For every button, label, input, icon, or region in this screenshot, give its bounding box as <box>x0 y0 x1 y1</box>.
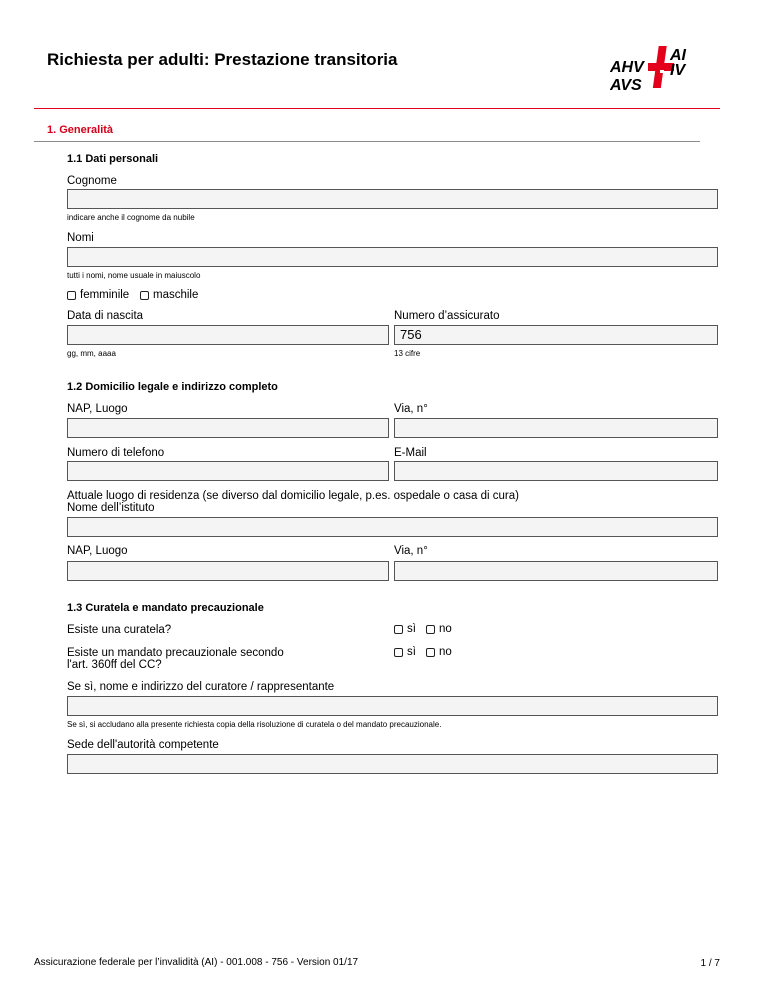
street-label: Via, n° <box>394 403 428 415</box>
sex-female-option[interactable] <box>67 289 129 301</box>
residence-label: Attuale luogo di residenza (se diverso dal domicilio legale, p.es. ospedale o casa di cura) <box>67 490 519 502</box>
mandate-yes-option[interactable] <box>394 646 416 658</box>
curatorship-no-option[interactable] <box>426 623 452 635</box>
postcode-city-2-input[interactable] <box>67 561 389 581</box>
mandate-no-option[interactable] <box>426 646 452 658</box>
phone-input[interactable] <box>67 461 389 481</box>
male-checkbox[interactable] <box>140 291 149 300</box>
institute-name-input[interactable] <box>67 517 718 537</box>
no-label: no <box>439 646 452 658</box>
subsection-1-2-title: 1.2 Domicilio legale e indirizzo completo <box>67 381 278 393</box>
postcode-city-2-label: NAP, Luogo <box>67 545 128 557</box>
mandate-yes-checkbox[interactable] <box>394 648 403 657</box>
mandate-question-line1: Esiste un mandato precauzionale secondo <box>67 647 284 659</box>
street-2-input[interactable] <box>394 561 718 581</box>
birth-date-label: Data di nascita <box>67 310 144 322</box>
section-1-divider <box>34 141 700 142</box>
phone-label: Numero di telefono <box>67 447 165 459</box>
ahv-avs-ai-iv-logo <box>610 44 696 94</box>
street-2-label: Via, n° <box>394 545 428 557</box>
subsection-1-1-title: 1.1 Dati personali <box>67 153 159 165</box>
curator-hint: Se sì, si accludano alla presente richiesta copia della risoluzione di curatela o del mandato precauzionale. <box>67 720 442 729</box>
yes-label: sì <box>407 623 416 635</box>
surname-input[interactable] <box>67 189 718 209</box>
authority-label: Sede dell'autorità competente <box>67 739 219 751</box>
postcode-city-input[interactable] <box>67 418 389 438</box>
male-label: maschile <box>153 289 199 301</box>
mandate-no-checkbox[interactable] <box>426 648 435 657</box>
header-divider <box>34 108 720 109</box>
curatorship-no-checkbox[interactable] <box>426 625 435 634</box>
female-label: femminile <box>80 289 130 301</box>
email-label: E-Mail <box>394 447 427 459</box>
curator-input[interactable] <box>67 696 718 716</box>
surname-hint: indicare anche il cognome da nubile <box>67 213 195 222</box>
authority-input[interactable] <box>67 754 718 774</box>
street-input[interactable] <box>394 418 718 438</box>
logo-avs-text: AVS <box>610 77 642 94</box>
sex-male-option[interactable] <box>140 289 198 301</box>
page-number: 1 / 7 <box>700 958 720 969</box>
first-names-hint: tutti i nomi, nome usuale in maiuscolo <box>67 271 201 280</box>
first-names-label: Nomi <box>67 232 94 244</box>
birth-date-input[interactable] <box>67 325 389 345</box>
no-label: no <box>439 623 452 635</box>
email-input[interactable] <box>394 461 718 481</box>
curatorship-yes-checkbox[interactable] <box>394 625 403 634</box>
first-names-input[interactable] <box>67 247 718 267</box>
logo-ai-text: AI <box>670 47 686 64</box>
birth-date-hint: gg, mm, aaaa <box>67 349 116 358</box>
subsection-1-3-title: 1.3 Curatela e mandato precauzionale <box>67 602 264 614</box>
footer-text: Assicurazione federale per l’invalidità (AI) - 001.008 - 756 - Version 01/17 <box>34 957 359 968</box>
logo-iv-text: IV <box>670 62 686 79</box>
postcode-city-label: NAP, Luogo <box>67 403 128 415</box>
insurance-number-label: Numero d’assicurato <box>394 310 500 322</box>
yes-label: sì <box>407 646 416 658</box>
curatorship-question: Esiste una curatela? <box>67 624 172 636</box>
mandate-question-line2: l'art. 360ff del CC? <box>67 659 162 671</box>
institute-name-label: Nome dell’istituto <box>67 502 155 514</box>
surname-label: Cognome <box>67 175 117 187</box>
page-title: Richiesta per adulti: Prestazione transitoria <box>47 50 398 69</box>
curator-label: Se sì, nome e indirizzo del curatore / rappresentante <box>67 681 335 693</box>
insurance-number-input[interactable]: 756 <box>394 325 718 345</box>
section-1-title: 1. Generalità <box>47 124 114 136</box>
curatorship-yes-option[interactable] <box>394 623 416 635</box>
female-checkbox[interactable] <box>67 291 76 300</box>
logo-ahv-text: AHV <box>610 59 644 76</box>
insurance-number-hint: 13 cifre <box>394 349 421 358</box>
